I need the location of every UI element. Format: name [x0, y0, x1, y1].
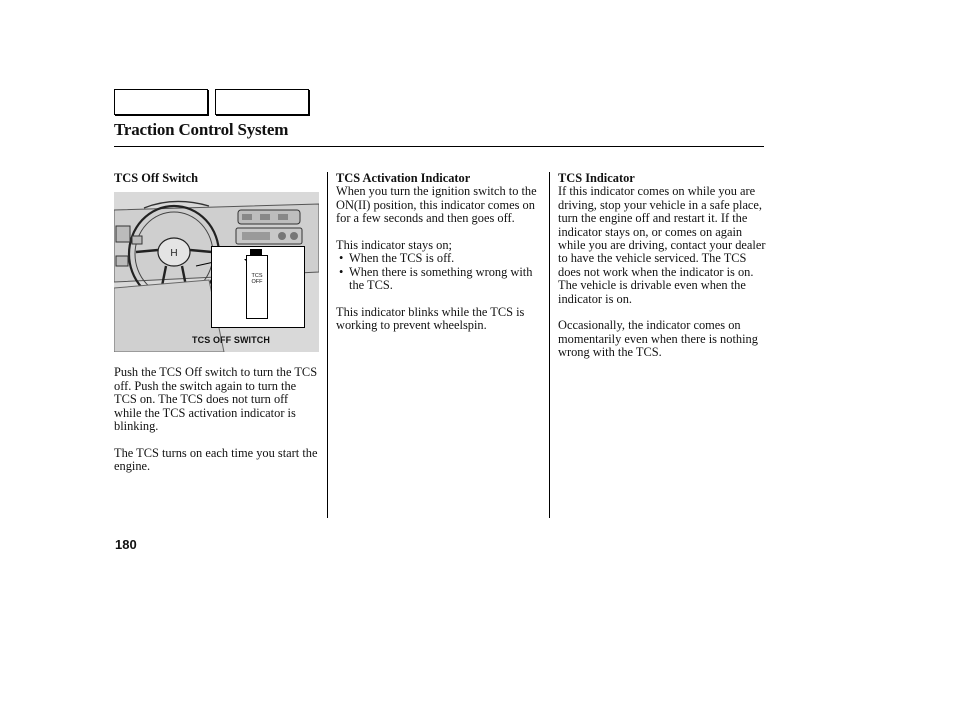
paragraph: Push the TCS Off switch to turn the TCS off. Push the switch again to turn the TCS on. The TCS does not turn off while the TCS activation indicator is blinking. [114, 365, 318, 434]
switch-callout [211, 246, 305, 328]
list-item: • When the TCS is off. [336, 252, 546, 265]
dashboard-illustration [114, 192, 319, 352]
paragraph: This indicator stays on; [336, 238, 452, 253]
list-item: • When there is something wrong with the TCS. [336, 266, 546, 293]
paragraph: Occasionally, the indicator comes on momentarily even when there is nothing wrong with the TCS. [558, 318, 758, 360]
page-number: 180 [115, 537, 137, 552]
paragraph: The TCS turns on each time you start the engine. [114, 445, 318, 474]
paragraph: When you turn the ignition switch to the ON(II) position, this indicator comes on for a few seconds and then goes off. [336, 184, 537, 226]
section-heading: TCS Activation Indicator [336, 171, 471, 185]
figure-caption: TCS OFF SWITCH [192, 335, 270, 346]
bullet-list [336, 252, 546, 292]
column-tcs-activation-indicator [336, 172, 546, 333]
nav-tab-button[interactable] [114, 89, 208, 115]
switch-label [247, 274, 267, 285]
section-heading: TCS Off Switch [114, 171, 198, 185]
column-divider [549, 172, 550, 518]
paragraph: If this indicator comes on while you are driving, stop your vehicle in a safe place, turn the engine off and restart it. If the indicator stays on, or comes on again while you are driving, contact your dealer to have the vehicle serviced. The TCS does not work when the indicator is on. The vehicle is drivable even when the indicator is on. [558, 184, 766, 306]
section-heading: TCS Indicator [558, 171, 635, 185]
switch-label-line2: OFF [251, 278, 263, 285]
column-tcs-indicator [558, 172, 768, 360]
page-title: Traction Control System [114, 120, 289, 139]
title-divider [114, 146, 764, 147]
paragraph: This indicator blinks while the TCS is working to prevent wheelspin. [336, 305, 525, 333]
column-tcs-off-switch [114, 172, 318, 474]
tcs-off-switch[interactable] [246, 255, 268, 319]
nav-tab-button[interactable] [215, 89, 309, 115]
switch-label-line1: TCS [251, 273, 263, 280]
svg-text:H: H [170, 248, 178, 260]
column-divider [327, 172, 328, 518]
